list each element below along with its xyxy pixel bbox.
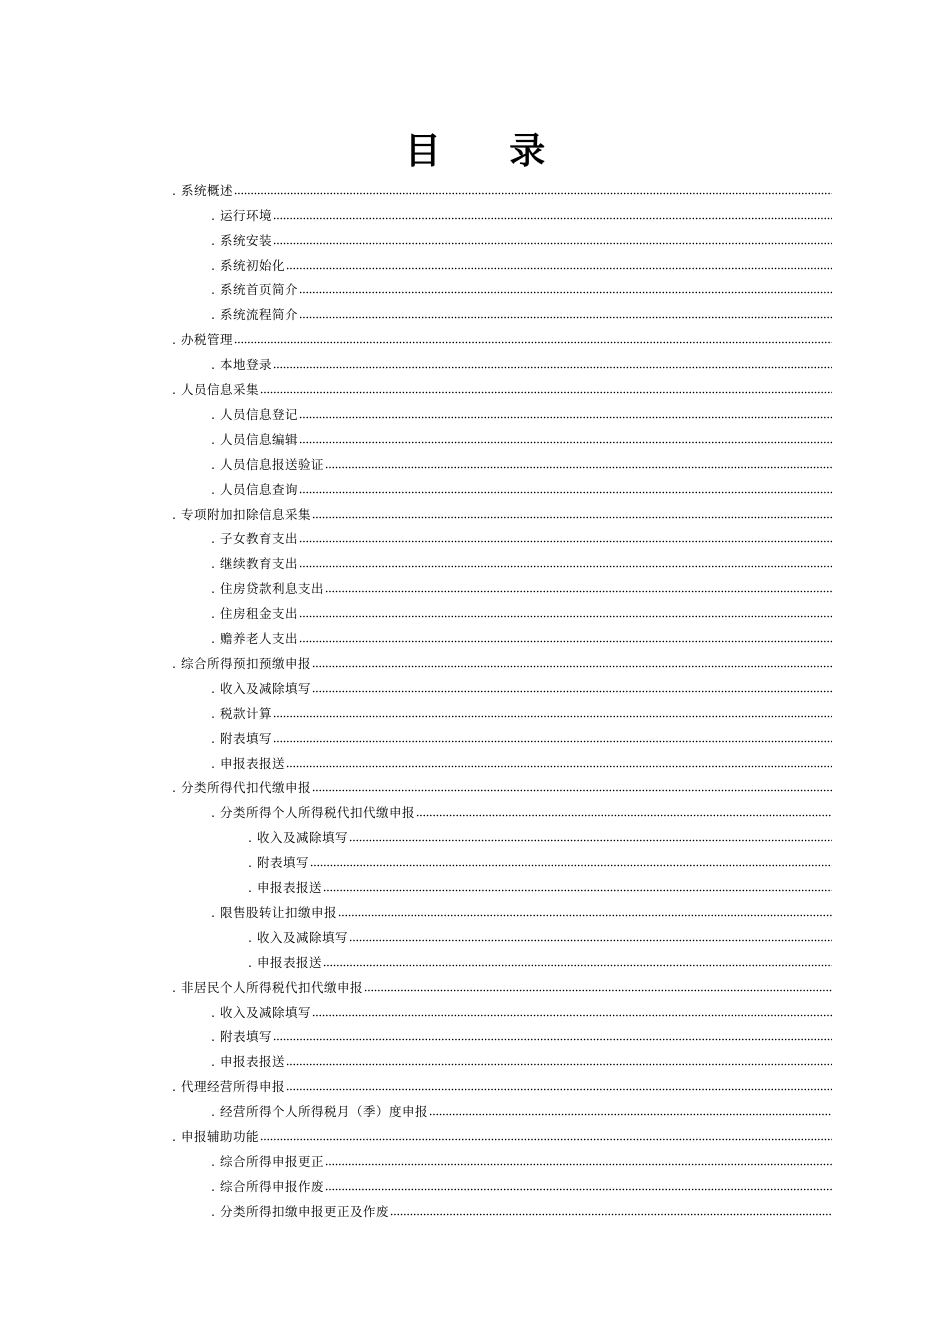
toc-dot-leader	[325, 1188, 832, 1191]
toc-entry[interactable]	[211, 1145, 832, 1170]
toc-entry-label: . 综合所得申报作废	[211, 1178, 324, 1194]
toc-dot-leader	[273, 1038, 832, 1041]
toc-entry-label: . 办税管理	[172, 332, 233, 348]
toc-entry-label: . 收入及减除填写	[211, 680, 311, 696]
toc-dot-leader	[325, 1163, 832, 1166]
toc-entry-label: . 税款计算	[211, 705, 272, 721]
toc-dot-leader	[310, 864, 832, 867]
toc-entry[interactable]	[211, 697, 832, 722]
toc-entry[interactable]	[211, 672, 832, 697]
toc-entry-label: . 系统安装	[211, 232, 272, 248]
toc-dot-leader	[325, 590, 832, 593]
toc-entry-label: . 收入及减除填写	[248, 929, 348, 945]
toc-dot-leader	[273, 740, 832, 743]
toc-entry[interactable]	[211, 274, 832, 299]
toc-dot-leader	[299, 291, 832, 294]
toc-entry-label: . 附表填写	[248, 855, 309, 871]
toc-entry-label: . 本地登录	[211, 357, 272, 373]
toc-entry-label: . 系统概述	[172, 182, 233, 198]
toc-dot-leader	[364, 989, 832, 992]
toc-entry-label: . 附表填写	[211, 730, 272, 746]
toc-entry[interactable]	[211, 622, 832, 647]
toc-dot-leader	[299, 540, 832, 543]
toc-entry[interactable]	[172, 1120, 832, 1145]
toc-dot-leader	[286, 1088, 832, 1091]
toc-entry[interactable]	[211, 597, 832, 622]
toc-dot-leader	[312, 665, 832, 668]
toc-entry-label: . 附表填写	[211, 1029, 272, 1045]
toc-dot-leader	[312, 789, 832, 792]
toc-entry-label: . 人员信息报送验证	[211, 456, 324, 472]
toc-entry[interactable]	[211, 1046, 832, 1071]
toc-dot-leader	[234, 341, 832, 344]
toc-entry[interactable]	[211, 473, 832, 498]
toc-dot-leader	[260, 1138, 832, 1141]
toc-entry[interactable]	[211, 747, 832, 772]
toc-entry[interactable]	[248, 846, 832, 871]
toc-entry-label: . 申报辅助功能	[172, 1129, 259, 1145]
toc-entry[interactable]	[172, 772, 832, 797]
toc-entry[interactable]	[172, 498, 832, 523]
toc-entry-label: . 收入及减除填写	[248, 830, 348, 846]
toc-dot-leader	[312, 690, 832, 693]
toc-entry[interactable]	[211, 1195, 832, 1220]
toc-entry-label: . 人员信息查询	[211, 481, 298, 497]
toc-entry-label: . 系统初始化	[211, 257, 285, 273]
toc-entry-label: . 经营所得个人所得税月（季）度申报	[211, 1104, 428, 1120]
toc-entry-label: . 限售股转让扣缴申报	[211, 904, 337, 920]
toc-entry[interactable]	[172, 1070, 832, 1095]
toc-dot-leader	[286, 267, 832, 270]
toc-dot-leader	[273, 217, 832, 220]
toc-dot-leader	[349, 839, 832, 842]
toc-entry[interactable]	[172, 971, 832, 996]
toc-dot-leader	[299, 565, 832, 568]
toc-dot-leader	[273, 715, 832, 718]
toc-entry-label: . 运行环境	[211, 207, 272, 223]
toc-entry-label: . 赡养老人支出	[211, 631, 298, 647]
toc-entry-label: . 系统流程简介	[211, 307, 298, 323]
toc-dot-leader	[390, 1213, 832, 1216]
toc-entry-label: . 分类所得个人所得税代扣代缴申报	[211, 805, 415, 821]
toc-entry[interactable]	[211, 996, 832, 1021]
toc-entry-label: . 综合所得预扣预缴申报	[172, 655, 311, 671]
toc-entry[interactable]	[172, 373, 832, 398]
toc-entry[interactable]	[211, 572, 832, 597]
toc-entry[interactable]	[172, 323, 832, 348]
toc-entry-label: . 非居民个人所得税代扣代缴申报	[172, 979, 363, 995]
toc-entry-label: . 申报表报送	[211, 1054, 285, 1070]
toc-dot-leader	[312, 1014, 832, 1017]
toc-entry[interactable]	[211, 1095, 832, 1120]
toc-entry-label: . 申报表报送	[248, 954, 322, 970]
toc-dot-leader	[312, 516, 832, 519]
toc-entry[interactable]	[211, 448, 832, 473]
toc-entry-label: . 人员信息登记	[211, 406, 298, 422]
toc-entry[interactable]	[211, 423, 832, 448]
toc-entry-label: . 住房租金支出	[211, 606, 298, 622]
toc-entry[interactable]	[248, 921, 832, 946]
toc-dot-leader	[286, 765, 832, 768]
toc-dot-leader	[299, 491, 832, 494]
toc-entry[interactable]	[211, 722, 832, 747]
toc-entry-label: . 人员信息编辑	[211, 431, 298, 447]
toc-entry-label: . 分类所得代扣代缴申报	[172, 780, 311, 796]
toc-dot-leader	[299, 640, 832, 643]
toc-entry[interactable]	[211, 199, 832, 224]
toc-entry[interactable]	[211, 548, 832, 573]
toc-entry-label: . 住房贷款利息支出	[211, 581, 324, 597]
toc-entry[interactable]	[211, 1021, 832, 1046]
toc-entry-label: . 专项附加扣除信息采集	[172, 506, 311, 522]
toc-dot-leader	[273, 242, 832, 245]
toc-dot-leader	[299, 441, 832, 444]
toc-entry-label: . 子女教育支出	[211, 531, 298, 547]
toc-entry[interactable]	[211, 224, 832, 249]
toc-entry[interactable]	[211, 523, 832, 548]
toc-entry-label: . 代理经营所得申报	[172, 1079, 285, 1095]
toc-dot-leader	[273, 366, 832, 369]
toc-entry[interactable]	[172, 174, 832, 199]
toc-dot-leader	[286, 1063, 832, 1066]
toc-title: 目 录	[404, 131, 574, 172]
toc-dot-leader	[416, 814, 832, 817]
toc-dot-leader	[299, 615, 832, 618]
toc-entry[interactable]	[211, 299, 832, 324]
toc-entry-label: . 系统首页简介	[211, 282, 298, 298]
toc-entry[interactable]	[248, 946, 832, 971]
toc-entry-label: . 继续教育支出	[211, 556, 298, 572]
toc-entry[interactable]	[211, 797, 832, 822]
toc-dot-leader	[325, 466, 832, 469]
toc-dot-leader	[323, 964, 832, 967]
toc-entry[interactable]	[211, 348, 832, 373]
toc-dot-leader	[349, 939, 832, 942]
toc-dot-leader	[338, 914, 832, 917]
toc-dot-leader	[260, 391, 832, 394]
toc-dot-leader	[299, 416, 832, 419]
toc-entry-label: . 分类所得扣缴申报更正及作废	[211, 1203, 389, 1219]
toc-entry-label: . 收入及减除填写	[211, 1004, 311, 1020]
toc-entry[interactable]	[211, 1170, 832, 1195]
toc-dot-leader	[429, 1113, 832, 1116]
toc-entry[interactable]	[211, 896, 832, 921]
toc-entry[interactable]	[172, 647, 832, 672]
toc-dot-leader	[323, 889, 832, 892]
toc-dot-leader	[299, 316, 832, 319]
toc-entry[interactable]	[211, 398, 832, 423]
toc-entry[interactable]	[248, 871, 832, 896]
toc-dot-leader	[234, 192, 832, 195]
toc-entry[interactable]	[248, 821, 832, 846]
toc-entry-label: . 综合所得申报更正	[211, 1153, 324, 1169]
toc-entry-label: . 申报表报送	[248, 880, 322, 896]
toc-entry-label: . 人员信息采集	[172, 382, 259, 398]
toc-entry[interactable]	[211, 249, 832, 274]
toc-entry-label: . 申报表报送	[211, 755, 285, 771]
